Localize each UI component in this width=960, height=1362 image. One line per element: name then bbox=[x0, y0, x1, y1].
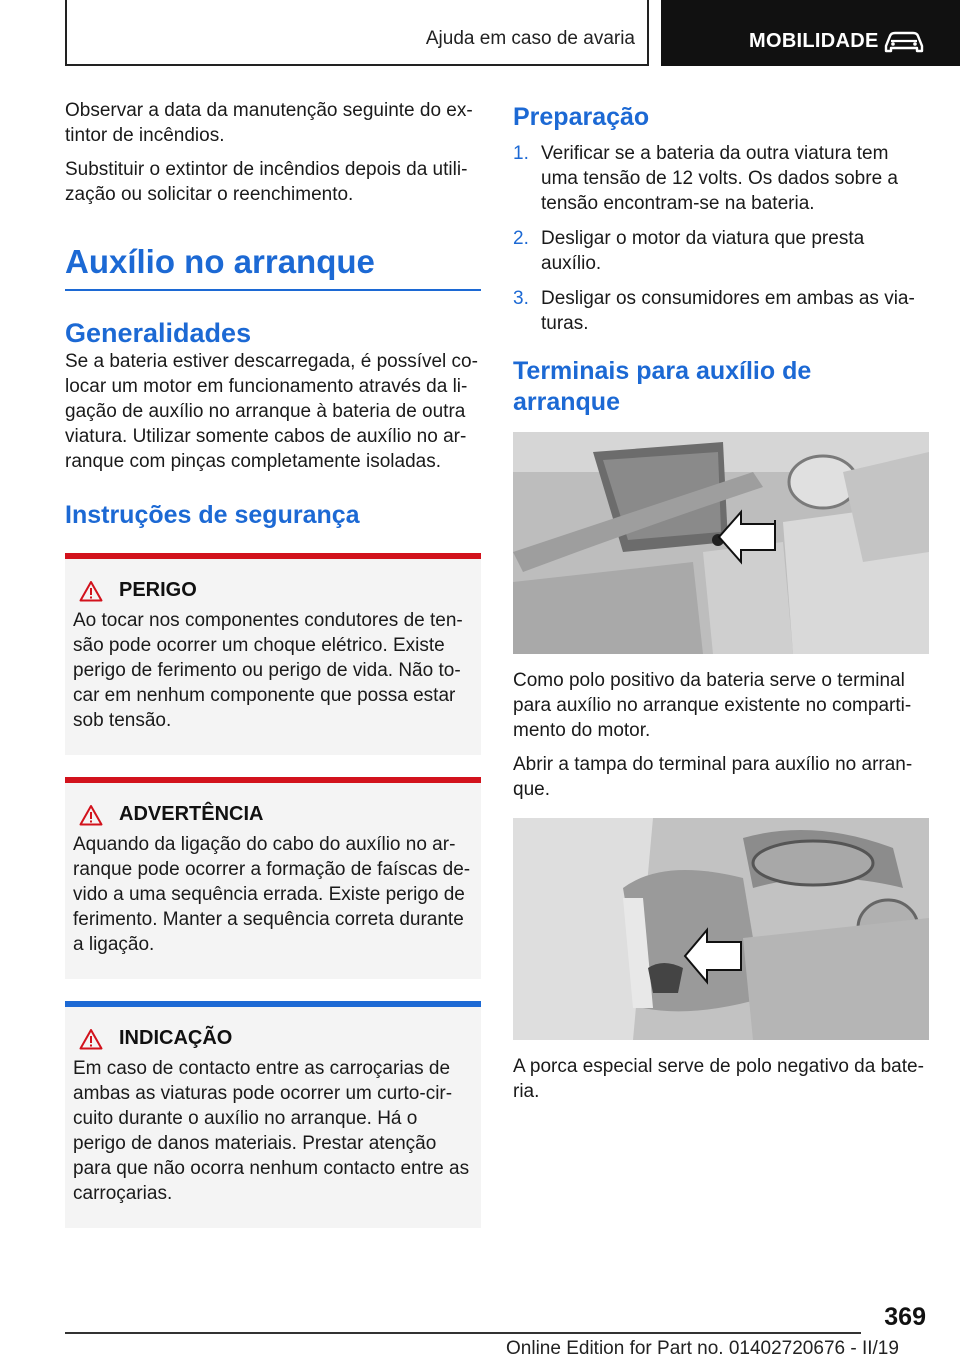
step-number: 3. bbox=[513, 288, 529, 309]
preparation-steps bbox=[513, 141, 929, 336]
intro-paragraph: Substituir o extintor de incêndios depois da utilização ou solicitar o reenchimento. bbox=[65, 159, 468, 205]
caption-positive: Como polo positivo da bateria serve o terminal para auxílio no arranque existente no compartimento do motor. bbox=[513, 670, 912, 741]
engine-bay-photo-positive bbox=[513, 432, 929, 654]
notice-label: INDICAÇÃO bbox=[119, 1027, 233, 1049]
car-icon bbox=[882, 30, 926, 54]
footer-divider bbox=[65, 1332, 861, 1334]
preparation-heading: Preparação bbox=[513, 103, 650, 131]
step-text: Desligar os consumidores em ambas as viaturas. bbox=[541, 288, 915, 334]
step-text: Verificar se a bateria da outra viatura tem uma tensão de 12 volts. Os dados sobre a tensão encontram-se na bateria. bbox=[541, 143, 898, 214]
right-column bbox=[513, 98, 929, 1113]
edition-footer: Online Edition for Part no. 01402720676 - II/19 bbox=[506, 1338, 899, 1359]
danger-label: PERIGO bbox=[119, 579, 197, 601]
notice-triangle-icon bbox=[79, 1028, 103, 1050]
page-number: 369 bbox=[884, 1303, 926, 1331]
warning-triangle-icon bbox=[79, 804, 103, 826]
danger-text: Ao tocar nos componentes condutores de tensão pode ocorrer um choque elétrico. Existe perigo de ferimento ou perigo de vida. Não tocar em nenhum componente que possa estar sob tensão. bbox=[73, 610, 463, 731]
section-tab bbox=[65, 0, 649, 66]
list-item bbox=[513, 141, 929, 216]
step-number: 1. bbox=[513, 143, 529, 164]
warning-text: Aquando da ligação do cabo do auxílio no arranque pode ocorrer a formação de faíscas devido a uma sequência errada. Existe perigo de ferimento. Manter a sequência correta durante a ligação. bbox=[73, 834, 471, 955]
notice-box bbox=[65, 1001, 481, 1228]
section-title: Ajuda em caso de avaria bbox=[425, 28, 635, 49]
warning-box bbox=[65, 777, 481, 979]
engine-bay-photo-negative bbox=[513, 818, 929, 1040]
chapter-heading: Auxílio no arranque bbox=[65, 243, 481, 291]
step-number: 2. bbox=[513, 228, 529, 249]
caption-open-cover: Abrir a tampa do terminal para auxílio no arranque. bbox=[513, 754, 913, 800]
warning-triangle-icon bbox=[79, 580, 103, 602]
step-text: Desligar o motor da viatura que presta auxílio. bbox=[541, 228, 865, 274]
list-item bbox=[513, 286, 929, 336]
list-item bbox=[513, 226, 929, 276]
general-paragraph: Se a bateria estiver descarregada, é possível colocar um motor em funcionamento através da ligação de auxílio no arranque à bateria de outra viatura. Utilizar somente cabos de auxílio no arranque com pinças completamente isoladas. bbox=[65, 351, 478, 472]
terminals-heading: Terminais para auxílio de arranque bbox=[513, 357, 812, 416]
danger-box bbox=[65, 553, 481, 755]
intro-paragraph: Observar a data da manutenção seguinte do extintor de incêndios. bbox=[65, 100, 473, 146]
page-header bbox=[0, 0, 960, 66]
chapter-title: MOBILIDADE bbox=[749, 30, 879, 52]
chapter-tab bbox=[661, 0, 960, 66]
warning-label: ADVERTÊNCIA bbox=[119, 803, 264, 825]
general-heading: Generalidades bbox=[65, 318, 252, 348]
safety-heading: Instruções de segurança bbox=[65, 501, 360, 529]
left-column bbox=[65, 98, 481, 1228]
caption-negative: A porca especial serve de polo negativo da bateria. bbox=[513, 1056, 924, 1102]
notice-text: Em caso de contacto entre as carroçarias de ambas as viaturas pode ocorrer um curto-circuito durante o auxílio no arranque. Há o perigo de danos materiais. Prestar atenção para que não ocorra nenhum contacto entre as carroçarias. bbox=[73, 1058, 470, 1204]
